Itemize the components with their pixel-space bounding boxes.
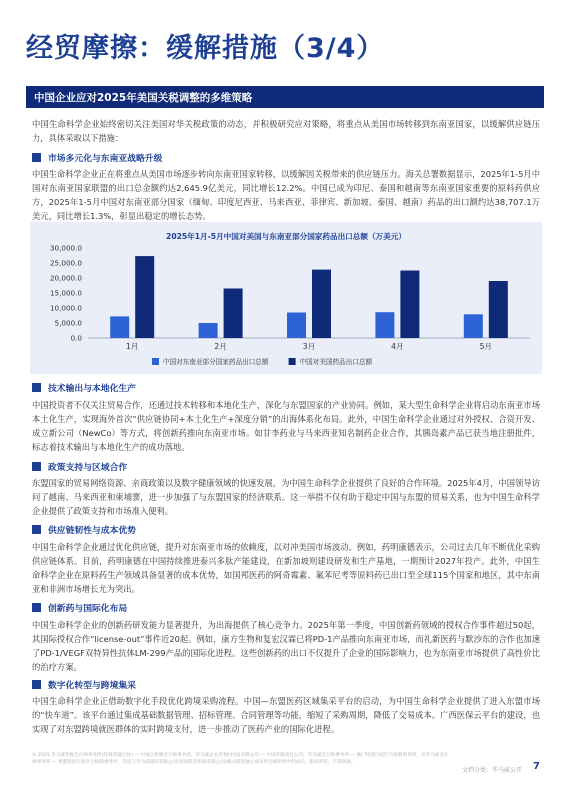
document-classification: 文档分类：毕马威公开 — [461, 767, 522, 774]
chart-container — [30, 222, 542, 374]
square-bullet-icon — [32, 383, 41, 392]
y-tick-label: 5,000.0 — [54, 318, 82, 328]
bar — [312, 270, 331, 338]
y-tick-label: 15,000.0 — [49, 288, 82, 298]
footnote: © 2025 毕马威华振会计师事务所(特殊普通合伙) — 中国合伙制会计师事务所、毕马威企业咨询(中国)有限公司 — 中国有限责任公司、毕马威会计师事务所 — 澳门特别行政区合伙制事务所，及毕马威会计师事务所 — 香港特别行政区合伙制事务所，均是与毕马威国际有限公司(英国私营担保有限公司)相关联的独立成员所全球组织中的成员。版权所有，不得转载。 — [32, 753, 449, 765]
section-title: 供应链韧性与成本优势 — [48, 526, 136, 536]
x-tick-label: 2月 — [214, 342, 227, 351]
intro-paragraph: 中国生命科学企业始终密切关注美国对华关税政策的动态，并积极研究应对策略，将重点从美国市场转移到东南亚国家，以缓解供应链压力，具体采取以下措施： — [32, 119, 540, 143]
y-tick-label: 0.0 — [70, 333, 82, 343]
legend-label: 中国对美国药品出口总额 — [299, 358, 373, 366]
page-title: 经贸摩擦：缓解措施（3/4） — [26, 33, 385, 64]
section-body: 中国生命科学企业正在将重点从美国市场逐步转向东南亚国家转移，以缓解因关税带来的供应链压力。海关总署数据显示，2025年1-5月中国对东南亚国家联盟的出口总金额约达2,645.9亿美元，同比增长12.2%。中国已成为印尼、泰国和越南等东南亚国家重要的原料药供应方，2025年1-5月中国对东南亚部分国家（缅甸、印度尼西亚、马来西亚、菲律宾、新加坡、泰国、越南）药品的出口额约达38,707.1万美元，同比增长1.3%，彰显出稳定的增长态势。 — [32, 169, 540, 221]
bar — [489, 281, 508, 338]
section-body: 中国投资者不仅关注贸易合作，还通过技术转移和本地化生产，深化与东盟国家的产业协同。例如，某大型生命科学企业将启动东南亚市场本土化生产，实现海外首次“供应链协同+本土化生产+深度分销”的出海体系化布局。此外，中国生命科学企业通过对外授权、合资开发、成立新公司（NewCo）等方式，将创新药推向东南亚市场。如甘李药业与马来西亚知名制药企业合作，其胰岛素产品已获当地注册批件，标志着技术输出与本地化生产的成功落地。 — [32, 400, 540, 452]
square-bullet-icon — [32, 603, 41, 612]
section-body: 中国生命科学企业正借助数字化手段优化跨境采购流程。中国—东盟医药区域集采平台的启动，为中国生命科学企业提供了进入东盟市场的“快车道”。该平台通过集成基础数据管理、招标管理、合同管理等功能，缩短了采购周期，降低了交易成本。广西医保云平台的建设，也实现了对东盟跨境就医群体的实时跨境支付，进一步推动了医药产业的国际化进程。 — [32, 696, 540, 734]
bar — [400, 271, 419, 339]
section-body: 东盟国家的贸易网络资源、亲商政策以及数字健康领域的快速发展，为中国生命科学企业提供了良好的合作环境。2025年4月，中国领导访问了越南、马来西亚和柬埔寨，进一步加强了与东盟国家的经济联系。这一举措不仅有助于稳定中国与东盟的贸易关系，也为中国生命科学企业提供了政策支持和市场准入便利。 — [32, 478, 540, 516]
section-body: 中国生命科学企业的创新药研发能力显著提升，为出海提供了核心竞争力。2025年第一季度，中国创新药领域的授权合作事件超过50起，其国际授权合作“license-out”事件近20起。例如，康方生物和复宏汉霖已将PD-1产品推向东南亚市场，而礼新医药与默沙东的合作也加速了PD-1/VEGF双特异性抗体LM-299产品的国际化进程。这些创新药的出口不仅提升了企业的国际影响力，也为东南亚市场提供了高性价比的治疗方案。 — [32, 620, 540, 672]
bar — [199, 323, 218, 338]
bar-chart — [30, 222, 542, 374]
x-tick-label: 1月 — [125, 342, 139, 351]
y-tick-label: 25,000.0 — [49, 258, 82, 268]
bar — [464, 314, 483, 338]
x-tick-label: 3月 — [302, 342, 316, 351]
section-title: 数字化转型与跨境集采 — [48, 681, 136, 691]
bar — [375, 312, 394, 338]
legend-swatch — [289, 358, 296, 365]
square-bullet-icon — [32, 462, 41, 471]
square-bullet-icon — [32, 153, 41, 162]
bar — [224, 289, 243, 339]
square-bullet-icon — [32, 680, 41, 689]
section-title: 创新药与国际化布局 — [48, 604, 128, 614]
x-tick-label: 4月 — [391, 342, 404, 351]
section-banner — [26, 86, 544, 108]
banner-title: 中国企业应对2025年美国关税调整的多维策略 — [34, 92, 253, 104]
section-title: 市场多元化与东南亚战略升级 — [48, 154, 163, 164]
y-tick-label: 30,000.0 — [49, 243, 82, 253]
page-number: 7 — [533, 761, 540, 772]
y-tick-label: 20,000.0 — [49, 273, 82, 283]
section-title: 技术输出与本地化生产 — [48, 384, 136, 394]
legend-label: 中国对东南亚部分国家药品出口总额 — [163, 358, 269, 366]
square-bullet-icon — [32, 525, 41, 534]
x-tick-label: 5月 — [479, 342, 493, 351]
y-tick-label: 10,000.0 — [49, 303, 82, 313]
section-body: 中国生命科学企业通过优化供应链，提升对东南亚市场的依赖度，以对冲美国市场波动。例如，药明康德表示，公司过去几年不断优化采购供应链体系。目前，药明康德在中国持续推进泰兴多肽产能建设，在新加坡则建设研发和生产基地，一期预计2027年投产。此外，中国生命科学企业在原料药生产领域具备显著的成本优势，如国邦医药的阿奇霉素、氟苯尼考等原料药已出口至全球115个国家和地区，其中东南亚和非洲市场增长尤为突出。 — [32, 542, 540, 594]
legend-swatch — [152, 358, 159, 365]
bar — [135, 256, 154, 338]
chart-title: 2025年1月-5月中国对美国与东南亚部分国家药品出口总额（万美元） — [166, 232, 406, 241]
section-title: 政策支持与区域合作 — [48, 463, 128, 473]
bar — [110, 316, 129, 338]
bar — [287, 313, 306, 339]
